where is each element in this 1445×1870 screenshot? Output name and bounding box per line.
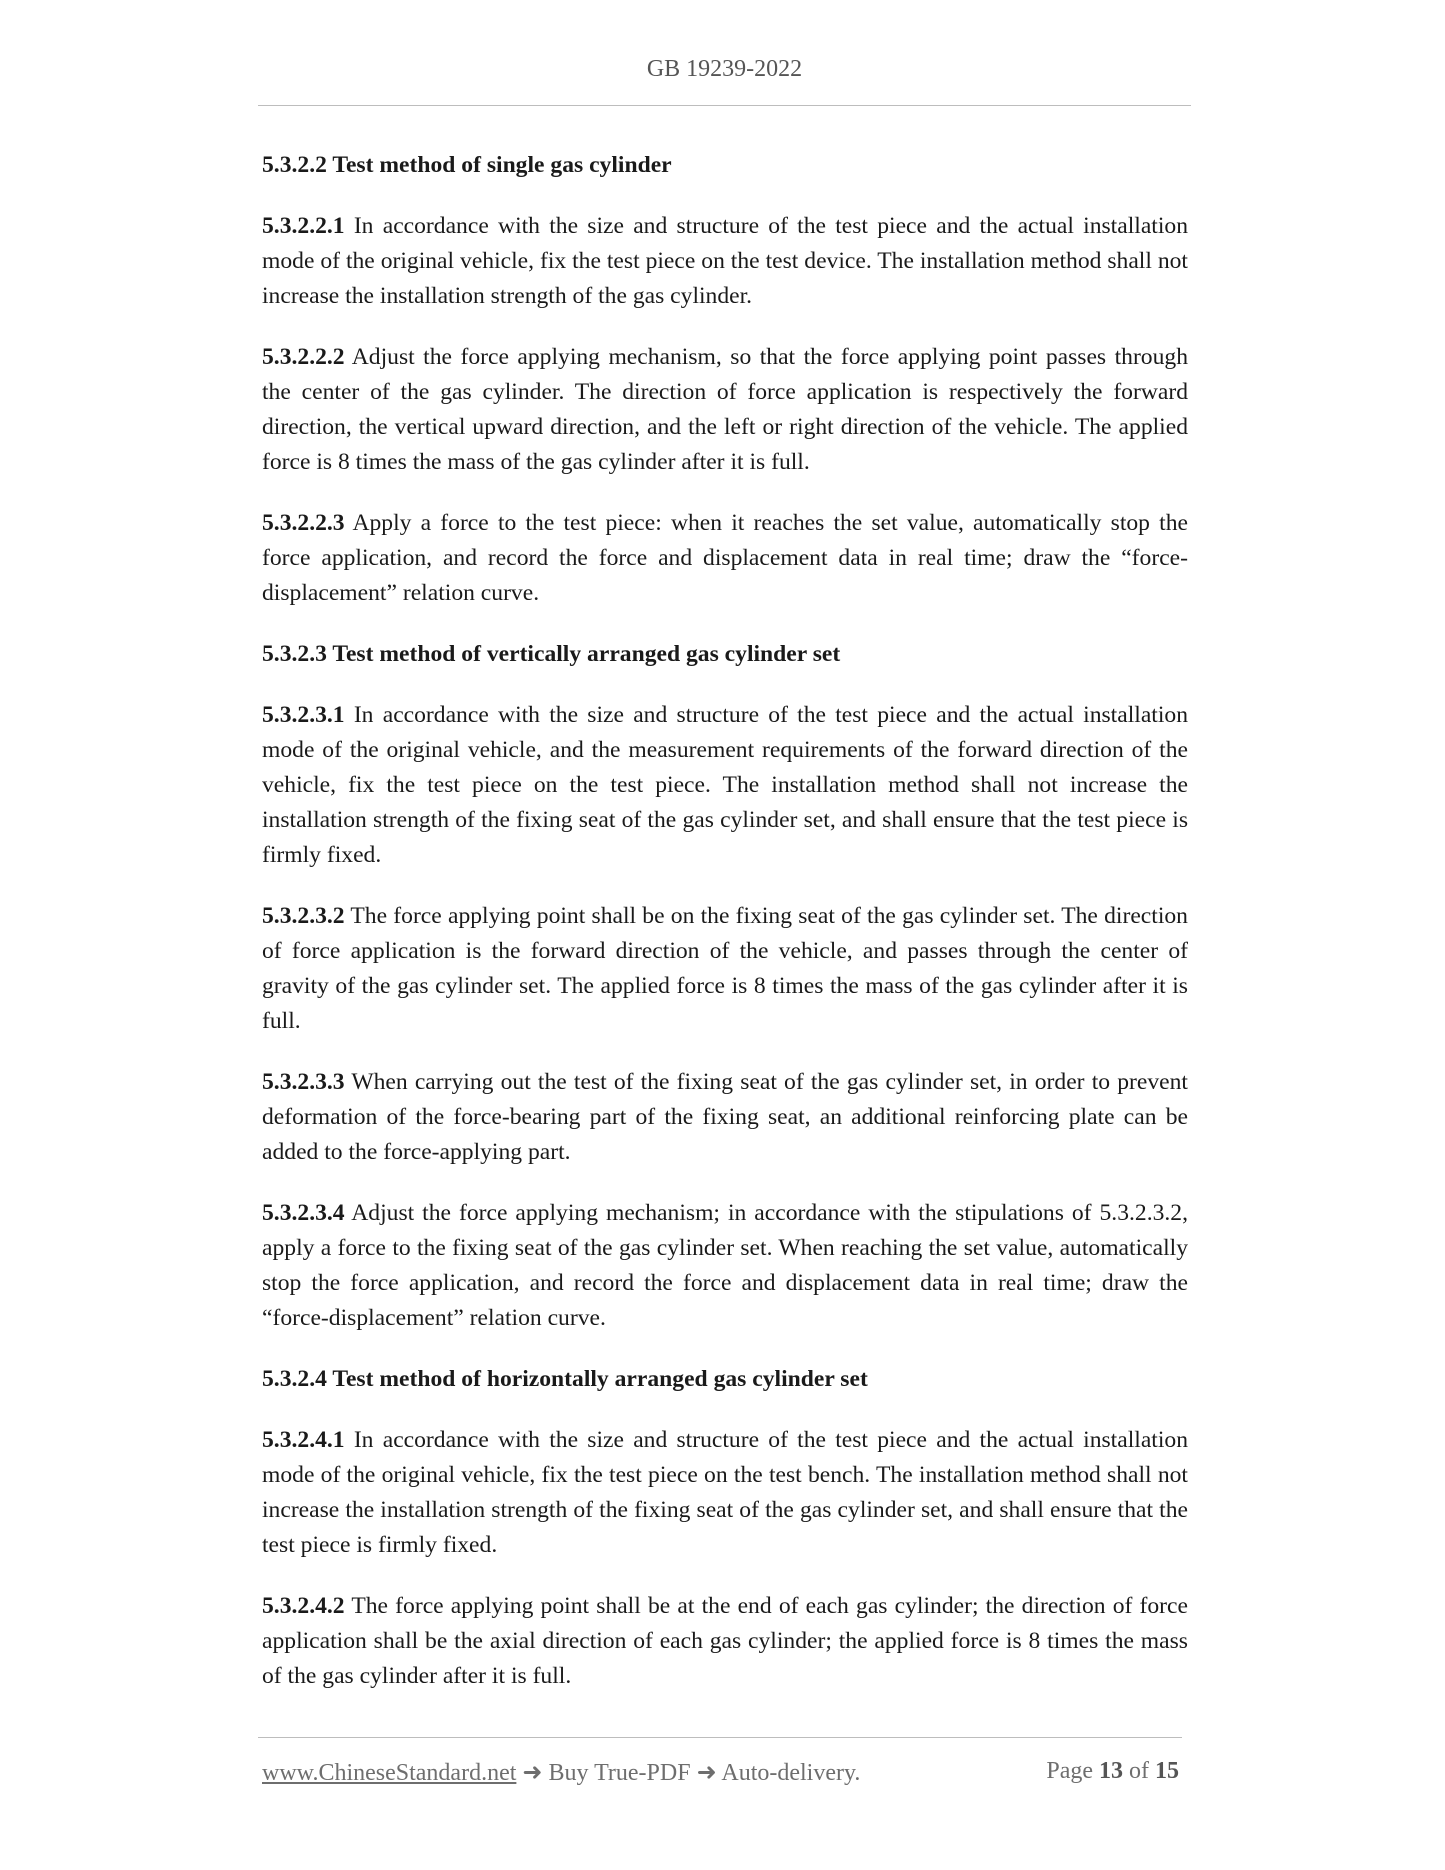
document-id: GB 19239-2022 [646, 56, 803, 82]
clause-text: Adjust the force applying mechanism, so that the force applying point passes through the center of the gas cylinder. The direction of force application is respectively the forward direction, the vertical upward direction, and the left or right direction of the vehicle. The applied force is 8 times the mass of the gas cylinder after it is full. [262, 344, 1188, 475]
clause-number: 5.3.2.3.3 [262, 1069, 345, 1095]
website-link[interactable]: www.ChineseStandard.net [262, 1760, 517, 1786]
clause-text: Adjust the force applying mechanism; in accordance with the stipulations of 5.3.2.3.2, apply a force to the fixing seat of the gas cylinder set. When reaching the set value, automatically stop the force application, and record the force and displacement data in real time; draw the “force-displacement” relation curve. [262, 1200, 1188, 1331]
section-heading-5-3-2-3: 5.3.2.3 Test method of vertically arranged gas cylinder set [262, 641, 841, 667]
clause-number: 5.3.2.4.1 [262, 1427, 345, 1453]
footer-promo [262, 1758, 860, 1787]
clause-text: In accordance with the size and structure of the test piece and the actual installation mode of the original vehicle, and the measurement requirements of the forward direction of the vehicle, fix the test piece on the test piece. The installation method shall not increase the installation strength of the fixing seat of the gas cylinder set, and shall ensure that the test piece is firmly fixed. [262, 702, 1188, 868]
right-arrow-icon: ➜ [696, 1760, 717, 1786]
clause-5-3-2-2-3 [262, 506, 1188, 611]
of-label: of [1129, 1758, 1149, 1784]
clause-number: 5.3.2.4.2 [262, 1593, 345, 1619]
clause-number: 5.3.2.3.1 [262, 702, 345, 728]
current-page: 13 [1099, 1758, 1123, 1784]
clause-number: 5.3.2.3.2 [262, 903, 345, 929]
clause-5-3-2-4-2 [262, 1589, 1188, 1694]
page-label: Page [1046, 1758, 1093, 1784]
clause-5-3-2-4-1 [262, 1423, 1188, 1563]
page-number [1046, 1758, 1179, 1785]
clause-5-3-2-3-2 [262, 899, 1188, 1039]
clause-text: Apply a force to the test piece: when it reaches the set value, automatically stop the force application, and record the force and displacement data in real time; draw the “force-displacement” relation curve. [262, 510, 1188, 606]
clause-text: The force applying point shall be on the fixing seat of the gas cylinder set. The direction of force application is the forward direction of the vehicle, and passes through the center of gravity of the gas cylinder set. The applied force is 8 times the mass of the gas cylinder after it is full. [262, 903, 1188, 1034]
page-header [258, 56, 1191, 83]
total-pages: 15 [1155, 1758, 1179, 1784]
section-heading-5-3-2-2: 5.3.2.2 Test method of single gas cylinder [262, 152, 672, 178]
clause-text: When carrying out the test of the fixing seat of the gas cylinder set, in order to prevent deformation of the force-bearing part of the fixing seat, an additional reinforcing plate can be added to the force-applying part. [262, 1069, 1188, 1165]
clause-text: In accordance with the size and structure of the test piece and the actual installation mode of the original vehicle, fix the test piece on the test bench. The installation method shall not increase the installation strength of the fixing seat of the gas cylinder set, and shall ensure that the test piece is firmly fixed. [262, 1427, 1188, 1558]
clause-5-3-2-3-1 [262, 698, 1188, 873]
buy-text: Buy True-PDF [548, 1760, 691, 1786]
clause-5-3-2-3-3 [262, 1065, 1188, 1170]
clause-number: 5.3.2.2.2 [262, 344, 345, 370]
clause-number: 5.3.2.2.3 [262, 510, 345, 536]
section-heading-5-3-2-4: 5.3.2.4 Test method of horizontally arranged gas cylinder set [262, 1366, 868, 1392]
clause-text: In accordance with the size and structure of the test piece and the actual installation mode of the original vehicle, fix the test piece on the test device. The installation method shall not increase the installation strength of the gas cylinder. [262, 213, 1188, 309]
clause-5-3-2-2-1 [262, 209, 1188, 314]
clause-text: The force applying point shall be at the end of each gas cylinder; the direction of force application shall be the axial direction of each gas cylinder; the applied force is 8 times the mass of the gas cylinder after it is full. [262, 1593, 1188, 1689]
footer-divider [258, 1737, 1182, 1738]
clause-5-3-2-3-4 [262, 1196, 1188, 1336]
right-arrow-icon: ➜ [522, 1760, 543, 1786]
delivery-text: Auto-delivery. [721, 1760, 861, 1786]
clause-number: 5.3.2.3.4 [262, 1200, 345, 1226]
header-divider [258, 105, 1191, 106]
clause-number: 5.3.2.2.1 [262, 213, 345, 239]
document-body [262, 148, 1188, 1720]
clause-5-3-2-2-2 [262, 340, 1188, 480]
